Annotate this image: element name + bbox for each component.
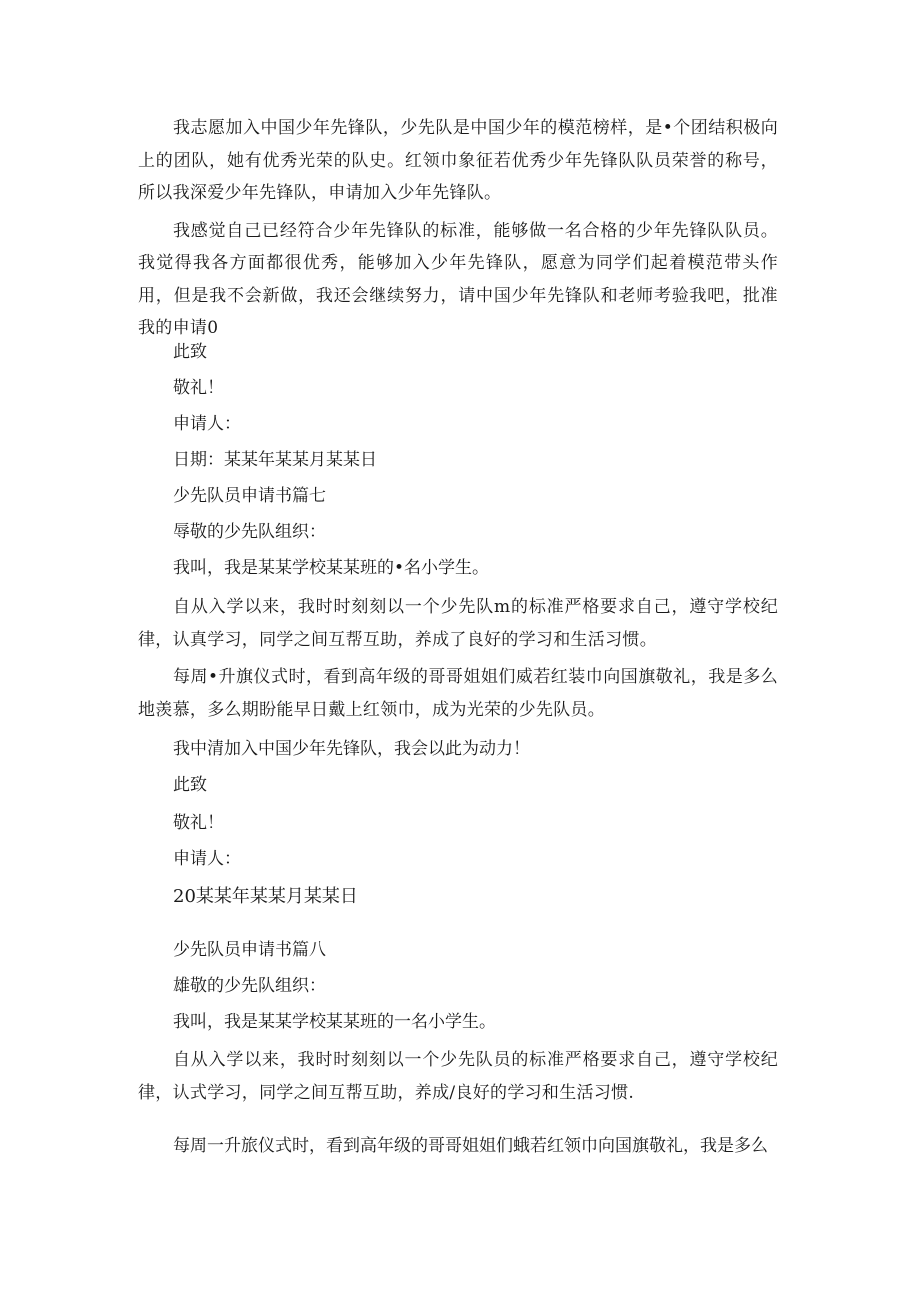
paragraph-2: 我感觉自己已经符合少年先锋队的标准，能够做一名合格的少年先锋队队员。我觉得我各方面都很优秀，能够加入少年先锋队，愿意为同学们起着模范带头作用，但是我不会新做，我还会继续努力，请中国少年先锋队和老师考验我吧，批准我的申请0	[138, 220, 778, 338]
article-7-paragraph-1: 自从入学以来，我时时刻刻以一个少先队m的标准严格要求自己，遵守学校纪律，认真学习，同学之间互帮互助，养成了良好的学习和生活习惯。	[138, 597, 778, 650]
article-8-title: 少先队员申请书篇八	[173, 940, 326, 960]
article-8-salutation: 雄敬的少先队组织：	[173, 976, 326, 996]
article-7-intro: 我叫，我是某某学校某某班的•名小学生。	[173, 558, 490, 578]
article-7-paragraph-2: 每周•升旗仪式时，看到高年级的哥哥姐姐们威若红装巾向国旗敬礼，我是多么地羡慕，多么期盼能早日戴上红领巾，成为光荣的少先队员。	[138, 667, 778, 720]
article-7-body	[138, 591, 778, 731]
document-body	[138, 112, 778, 350]
closing-greeting: 此致	[173, 342, 207, 362]
applicant-label: 申请人：	[173, 414, 241, 434]
article-8-intro: 我叫，我是某某学校某某班的一名小学生。	[173, 1012, 496, 1032]
paragraph-1: 我志愿加入中国少年先锋队，少先队是中国少年的模范榜样，是•个团结积极向上的团队，她有优秀光荣的队史。红领巾象征若优秀少年先锋队队员荣誉的称号，所以我深爱少年先锋队，申请加入少年先锋队。	[138, 118, 778, 203]
article-7-paragraph-3: 我中清加入中国少年先锋队，我会以此为动力！	[173, 739, 530, 759]
date-line: 日期：某某年某某月某某日	[173, 450, 377, 470]
article-7-greeting: 此致	[173, 775, 207, 795]
article-7-title: 少先队员申请书篇七	[173, 486, 326, 506]
article-7-salutation: 辱敬的少先队组织：	[173, 522, 326, 542]
article-8-body	[138, 1044, 778, 1114]
closing-salute: 敬礼！	[173, 378, 224, 398]
article-7-applicant: 申请人：	[173, 849, 241, 869]
article-7-date: 20某某年某某月某某日	[173, 886, 358, 907]
article-8-paragraph-1: 自从入学以来，我时时刻刻以一个少先队员的标准严格要求自己，遵守学校纪律，认式学习，同学之间互帮互助，养成/良好的学习和生活习惯.	[138, 1050, 778, 1103]
article-7-salute: 敬礼！	[173, 813, 224, 833]
article-8-paragraph-2: 每周一升旅仪式时，看到高年级的哥哥姐姐们蛾若红领巾向国旗敬礼，我是多么	[173, 1136, 768, 1156]
